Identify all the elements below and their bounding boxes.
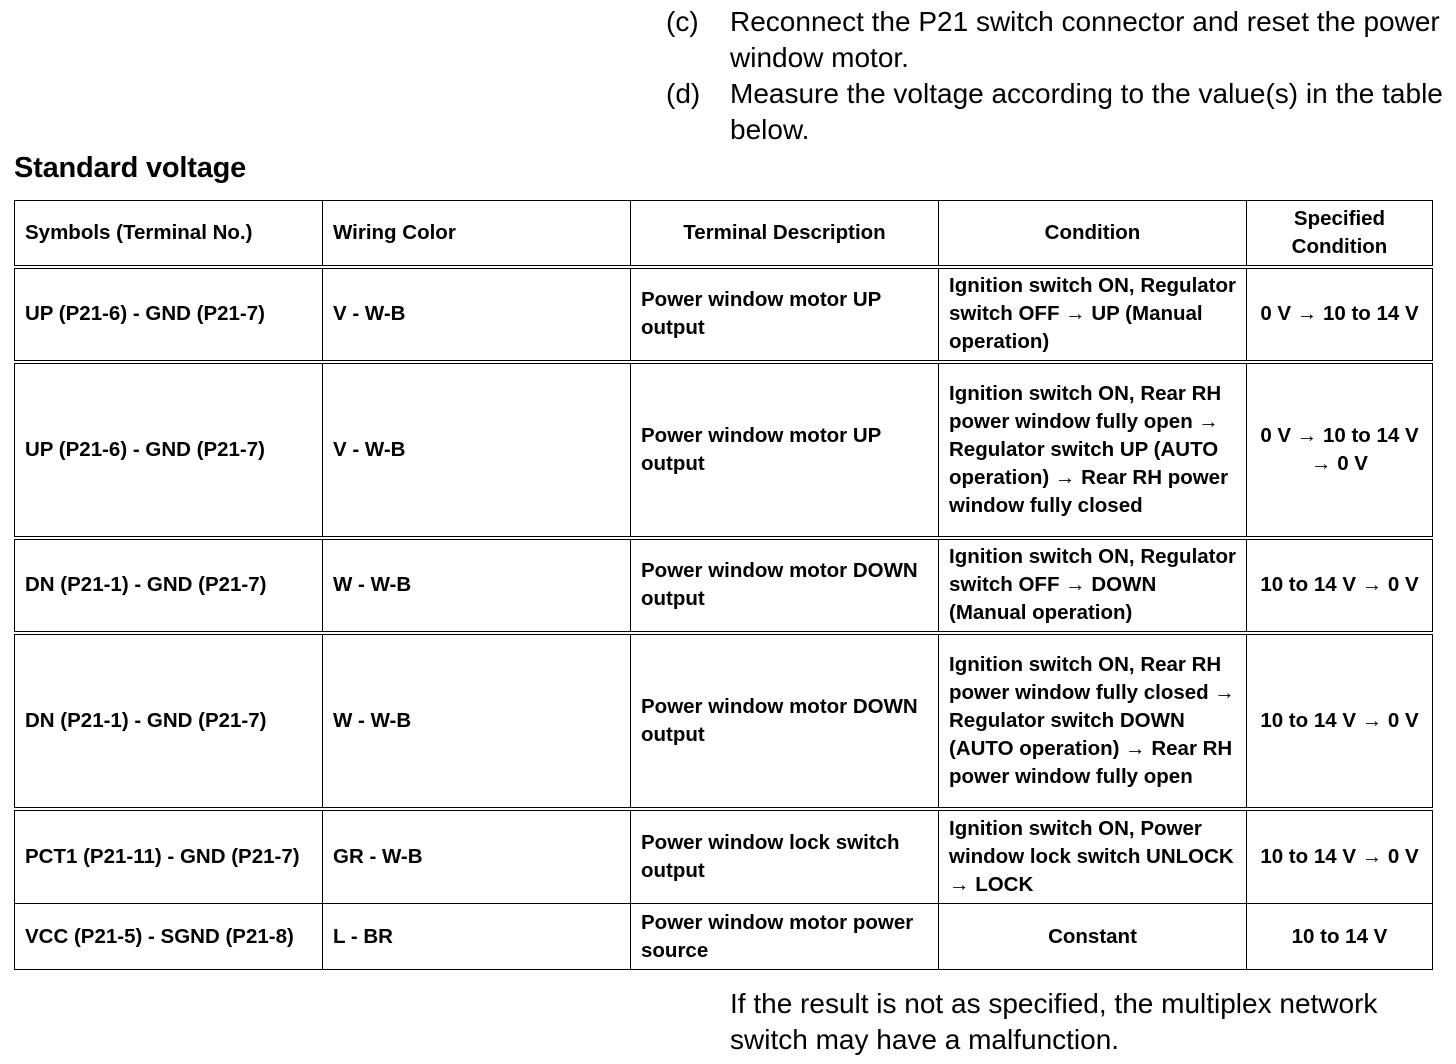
cell-symbols: DN (P21-1) - GND (P21-7) bbox=[15, 633, 323, 809]
table-row bbox=[15, 904, 1433, 970]
table-row bbox=[15, 267, 1433, 362]
table-row bbox=[15, 538, 1433, 633]
cell-condition: Ignition switch ON, Power window lock switch UNLOCK → LOCK bbox=[939, 809, 1247, 904]
cell-wiring-color: V - W-B bbox=[323, 267, 631, 362]
header-symbols: Symbols (Terminal No.) bbox=[15, 201, 323, 267]
cell-specified-condition: 10 to 14 V → 0 V bbox=[1247, 538, 1433, 633]
cell-condition: Ignition switch ON, Rear RH power window fully open → Regulator switch UP (AUTO operation) → Rear RH power window fully closed bbox=[939, 362, 1247, 538]
cell-symbols: PCT1 (P21-11) - GND (P21-7) bbox=[15, 809, 323, 904]
cell-wiring-color: GR - W-B bbox=[323, 809, 631, 904]
section-heading: Standard voltage bbox=[14, 152, 247, 184]
cell-wiring-color: W - W-B bbox=[323, 633, 631, 809]
cell-terminal-description: Power window motor DOWN output bbox=[631, 538, 939, 633]
cell-condition: Ignition switch ON, Regulator switch OFF → UP (Manual operation) bbox=[939, 267, 1247, 362]
cell-terminal-description: Power window lock switch output bbox=[631, 809, 939, 904]
cell-terminal-description: Power window motor power source bbox=[631, 904, 939, 970]
standard-voltage-table bbox=[14, 200, 1433, 970]
cell-specified-condition: 10 to 14 V → 0 V bbox=[1247, 633, 1433, 809]
cell-symbols: DN (P21-1) - GND (P21-7) bbox=[15, 538, 323, 633]
step-letter: (c) bbox=[666, 6, 699, 37]
cell-symbols: VCC (P21-5) - SGND (P21-8) bbox=[15, 904, 323, 970]
cell-condition: Ignition switch ON, Rear RH power window fully closed → Regulator switch DOWN (AUTO operation) → Rear RH power window fully open bbox=[939, 633, 1247, 809]
cell-condition: Ignition switch ON, Regulator switch OFF → DOWN (Manual operation) bbox=[939, 538, 1247, 633]
table-row bbox=[15, 362, 1433, 538]
cell-specified-condition: 0 V → 10 to 14 V → 0 V bbox=[1247, 362, 1433, 538]
step-c bbox=[666, 4, 1446, 76]
table-header-row bbox=[15, 201, 1433, 267]
cell-specified-condition: 0 V → 10 to 14 V bbox=[1247, 267, 1433, 362]
cell-terminal-description: Power window motor DOWN output bbox=[631, 633, 939, 809]
step-text: Reconnect the P21 switch connector and reset the power window motor. bbox=[730, 6, 1440, 73]
cell-symbols: UP (P21-6) - GND (P21-7) bbox=[15, 267, 323, 362]
cell-wiring-color: L - BR bbox=[323, 904, 631, 970]
result-note: If the result is not as specified, the multiplex network switch may have a malfunction. bbox=[730, 988, 1378, 1055]
header-terminal-description: Terminal Description bbox=[631, 201, 939, 267]
table-row bbox=[15, 809, 1433, 904]
cell-specified-condition: 10 to 14 V → 0 V bbox=[1247, 809, 1433, 904]
table-row bbox=[15, 633, 1433, 809]
step-d bbox=[666, 76, 1446, 148]
cell-condition: Constant bbox=[939, 904, 1247, 970]
cell-specified-condition: 10 to 14 V bbox=[1247, 904, 1433, 970]
cell-wiring-color: W - W-B bbox=[323, 538, 631, 633]
cell-terminal-description: Power window motor UP output bbox=[631, 362, 939, 538]
header-condition: Condition bbox=[939, 201, 1247, 267]
header-wiring-color: Wiring Color bbox=[323, 201, 631, 267]
cell-symbols: UP (P21-6) - GND (P21-7) bbox=[15, 362, 323, 538]
header-specified-condition: Specified Condition bbox=[1247, 201, 1433, 267]
cell-terminal-description: Power window motor UP output bbox=[631, 267, 939, 362]
cell-wiring-color: V - W-B bbox=[323, 362, 631, 538]
procedure-steps bbox=[666, 4, 1446, 148]
step-text: Measure the voltage according to the value(s) in the table below. bbox=[730, 78, 1443, 145]
step-letter: (d) bbox=[666, 78, 701, 109]
